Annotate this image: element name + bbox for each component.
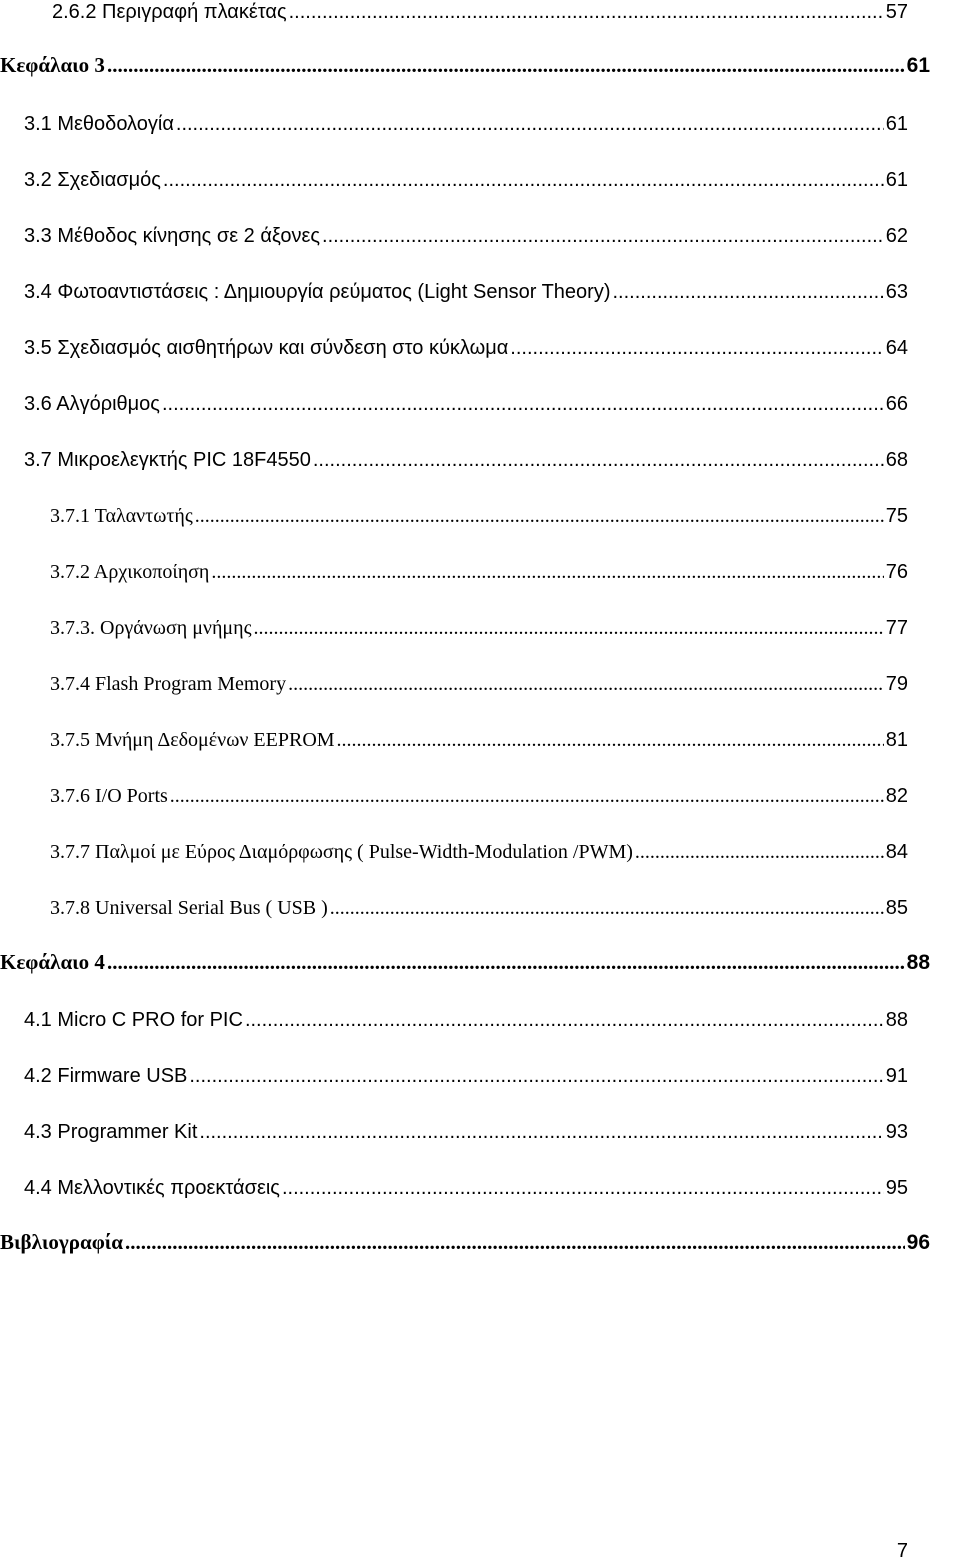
toc-entry[interactable]	[52, 0, 908, 24]
toc-entry-title: 2.6.2 Περιγραφή πλακέτας	[52, 1, 287, 23]
toc-entry-title: 4.4 Μελλοντικές προεκτάσεις	[24, 1177, 280, 1199]
toc-entry-title: 4.2 Firmware USB	[24, 1065, 188, 1087]
toc-leader-dots	[322, 225, 884, 248]
toc-entry[interactable]	[24, 442, 908, 472]
toc-leader-dots	[170, 785, 884, 808]
toc-entry-page: 91	[885, 1065, 908, 1087]
toc-entry-page: 96	[906, 1231, 930, 1254]
toc-entry[interactable]	[50, 610, 908, 640]
toc-leader-dots	[125, 1230, 905, 1255]
toc-entry[interactable]	[50, 778, 908, 808]
toc-entry-page: 84	[885, 841, 908, 863]
toc-entry-page: 88	[906, 951, 930, 974]
toc-chapter-entry[interactable]	[0, 1225, 930, 1255]
toc-entry-page: 77	[885, 617, 908, 639]
toc-entry-title: 3.7.1 Ταλαντωτής	[50, 505, 193, 527]
toc-leader-dots	[288, 673, 884, 696]
toc-leader-dots	[282, 1177, 884, 1200]
toc-entry-title: 3.7.2 Αρχικοποίηση	[50, 561, 210, 583]
toc-entry[interactable]	[50, 890, 908, 920]
toc-entry-page: 61	[885, 113, 908, 135]
toc-entry[interactable]	[50, 722, 908, 752]
toc-entry[interactable]	[24, 1058, 908, 1088]
toc-entry[interactable]	[24, 1114, 908, 1144]
toc-leader-dots	[337, 729, 884, 752]
toc-leader-dots	[199, 1121, 883, 1144]
toc-leader-dots	[289, 1, 884, 24]
toc-entry-page: 57	[885, 1, 908, 23]
toc-leader-dots	[612, 281, 883, 304]
toc-entry-title: 3.7 Μικροελεγκτής PIC 18F4550	[24, 449, 311, 471]
toc-entry[interactable]	[24, 162, 908, 192]
toc-leader-dots	[245, 1009, 884, 1032]
toc-entry-title: 3.2 Σχεδιασμός	[24, 169, 161, 191]
toc-chapter-entry[interactable]	[0, 945, 930, 975]
toc-entry-title: 3.1 Μεθοδολογία	[24, 113, 174, 135]
toc-leader-dots	[510, 337, 883, 360]
toc-entry-title: 4.3 Programmer Kit	[24, 1121, 198, 1143]
toc-entry-title: 3.7.3. Οργάνωση μνήμης	[50, 617, 252, 639]
toc-leader-dots	[254, 617, 884, 640]
toc-entry-page: 62	[885, 225, 908, 247]
toc-entry-title: 3.6 Αλγόριθμος	[24, 393, 160, 415]
toc-entry[interactable]	[24, 1170, 908, 1200]
toc-leader-dots	[107, 950, 905, 975]
toc-entry-title: 3.7.7 Παλμοί με Εύρος Διαμόρφωσης ( Pulse-Width-Modulation /PWM)	[50, 841, 633, 863]
toc-leader-dots	[163, 169, 884, 192]
toc-entry-page: 88	[885, 1009, 908, 1031]
toc-leader-dots	[176, 113, 884, 136]
toc-entry-page: 95	[885, 1177, 908, 1199]
toc-entry-page: 93	[885, 1121, 908, 1143]
toc-leader-dots	[189, 1065, 883, 1088]
toc-chapter-entry[interactable]	[0, 48, 930, 78]
toc-entry-page: 81	[885, 729, 908, 751]
toc-entry-title: 3.7.8 Universal Serial Bus ( USB )	[50, 897, 328, 919]
toc-entry-title: 3.4 Φωτοαντιστάσεις : Δημιουργία ρεύματος (Light Sensor Theory)	[24, 281, 611, 303]
toc-entry-title: 3.3 Μέθοδος κίνησης σε 2 άξονες	[24, 225, 321, 247]
toc-leader-dots	[330, 897, 884, 920]
toc-entry[interactable]	[24, 218, 908, 248]
toc-entry-title: 3.7.4 Flash Program Memory	[50, 673, 287, 695]
toc-entry-page: 64	[885, 337, 908, 359]
toc-leader-dots	[195, 505, 884, 528]
toc-entry[interactable]	[50, 834, 908, 864]
page-number: 7	[896, 1540, 908, 1562]
toc-entry[interactable]	[50, 498, 908, 528]
toc-entry[interactable]	[50, 666, 908, 696]
toc-leader-dots	[107, 53, 905, 78]
toc-entry-title: Κεφάλαιο 3	[0, 53, 105, 77]
toc-entry-title: Κεφάλαιο 4	[0, 950, 105, 974]
toc-entry-page: 61	[885, 169, 908, 191]
toc-leader-dots	[211, 561, 883, 584]
toc-entry-page: 75	[885, 505, 908, 527]
toc-entry-title: 3.7.5 Μνήμη Δεδομένων EEPROM	[50, 729, 335, 751]
toc-entry-title: Βιβλιογραφία	[0, 1230, 124, 1254]
toc-entry-page: 63	[885, 281, 908, 303]
toc-leader-dots	[313, 449, 884, 472]
toc-entry-page: 85	[885, 897, 908, 919]
toc-entry-page: 82	[885, 785, 908, 807]
toc-entry-title: 4.1 Micro C PRO for PIC	[24, 1009, 243, 1031]
toc-entry[interactable]	[24, 330, 908, 360]
toc-entry[interactable]	[24, 386, 908, 416]
toc-entry[interactable]	[24, 274, 908, 304]
toc-entry[interactable]	[24, 1002, 908, 1032]
toc-entry-page: 76	[885, 561, 908, 583]
toc-leader-dots	[635, 841, 884, 864]
toc-entry-title: 3.7.6 I/O Ports	[50, 785, 168, 807]
toc-entry[interactable]	[50, 554, 908, 584]
toc-entry-page: 68	[885, 449, 908, 471]
toc-entry-title: 3.5 Σχεδιασμός αισθητήρων και σύνδεση στο κύκλωμα	[24, 337, 509, 359]
toc-entry[interactable]	[24, 106, 908, 136]
toc-leader-dots	[162, 393, 884, 416]
toc-entry-page: 66	[885, 393, 908, 415]
toc-entry-page: 61	[906, 54, 930, 77]
toc-entry-page: 79	[885, 673, 908, 695]
